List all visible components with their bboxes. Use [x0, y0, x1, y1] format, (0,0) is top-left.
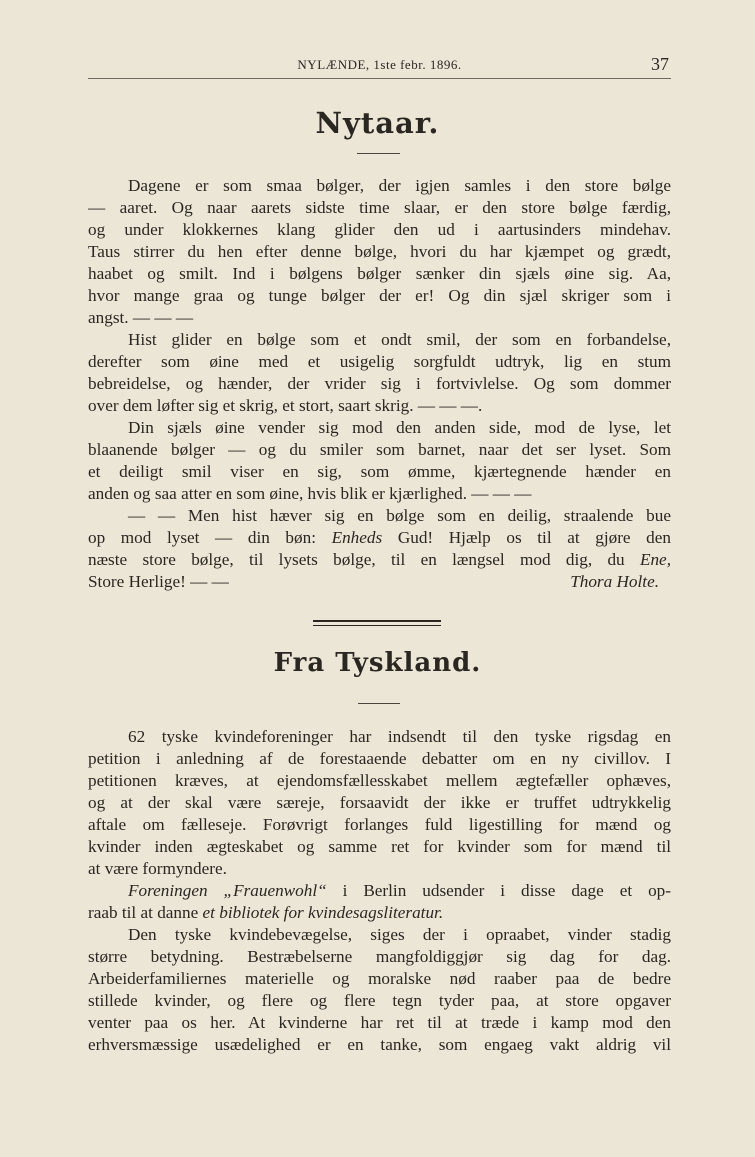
title-divider — [358, 703, 400, 704]
text-span: raab til at danne — [88, 903, 203, 922]
emphasis-enheds: Enheds — [331, 528, 383, 547]
text-line: Din sjæls øine vender sig mod den anden side, mod de lyse, let — [128, 418, 671, 437]
text-line: et deiligt smil viser en sig, som ømme, kjærtegnende hænder en — [88, 462, 671, 481]
text-line: derefter som øine med et usigelig sorgfuldt udtryk, lig en stum — [88, 352, 671, 371]
text-span: op mod lyset — din bøn: — [88, 528, 332, 547]
emphasis-bibliotek: et bibliotek for kvindesagsliteratur. — [202, 903, 444, 922]
text-line: haabet og smilt. Ind i bølgens bølger sænker din sjæls øine sig. Aa, — [88, 264, 671, 283]
text-line: at være formyndere. — [88, 859, 227, 878]
text-line: — aaret. Og naar aarets sidste time slaar, er den store bølge færdig, — [88, 198, 671, 217]
page-header — [88, 52, 671, 79]
text-line: Dagene er som smaa bølger, der igjen samles i den store bølge — [128, 176, 671, 195]
text-line — [88, 880, 671, 902]
article-title-fra-tyskland: Fra Tyskland. — [273, 648, 482, 678]
article-body-nytaar — [88, 175, 671, 593]
article-title-nytaar: Nytaar. — [315, 106, 440, 140]
text-line: petitionen kræves, at ejendomsfællesskabet mellem ægtefæller ophæves, — [88, 771, 671, 790]
title-divider — [357, 153, 400, 154]
text-line: Taus stirrer du hen efter denne bølge, hvori du har kjæmpet og grædt, — [88, 242, 671, 261]
text-line: stillede kvinder, og flere og flere tegn tyder paa, at store opgaver — [88, 991, 671, 1010]
author-signature: Thora Holte. — [570, 572, 659, 591]
emphasis-foreningen: Foreningen „Frauenwohl“ — [128, 881, 327, 900]
text-line: kvinder inden ægteskabet og samme ret for kvinder som for mænd til — [88, 837, 671, 856]
text-line: Den tyske kvindebevægelse, siges der i opraabet, vinder stadig — [128, 925, 671, 944]
text-line: over dem løfter sig et skrig, et stort, saart skrig. — — —. — [88, 396, 483, 415]
text-line: 62 tyske kvindeforeninger har indsendt til den tyske rigsdag en — [128, 727, 671, 746]
running-head: NYLÆNDE, 1ste febr. 1896. — [297, 57, 462, 72]
emphasis-ene: Ene, — [639, 550, 671, 569]
text-span: i Berlin udsender i disse dage et op- — [326, 881, 671, 900]
text-span: næste store bølge, til lysets bølge, til en længsel mod dig, du — [88, 550, 640, 569]
text-line: petition i anledning af de forestaaende debatter om en ny civillov. I — [88, 749, 671, 768]
text-line: aftale om fælleseje. Forøvrigt forlanges fuld ligestilling for mænd og — [88, 815, 671, 834]
text-line — [88, 549, 671, 571]
text-line: anden og saa atter en som øine, hvis blik er kjærlighed. — — — — [88, 484, 532, 503]
text-line: og at der skal være særeje, forsaavidt der ikke er truffet udtrykkelig — [88, 793, 671, 812]
page-number: 37 — [651, 54, 669, 74]
text-span: Store Herlige! — — — [88, 572, 229, 591]
text-line: hvor mange graa og tunge bølger der er! Og din sjæl skriger som i — [88, 286, 671, 305]
text-line: større betydning. Bestræbelserne mangfoldiggjør sig dag for dag. — [88, 947, 671, 966]
text-line: Hist glider en bølge som et ondt smil, der som en forbandelse, — [128, 330, 671, 349]
text-line — [88, 902, 671, 924]
text-line: bebreidelse, og hænder, der vrider sig i fortvivlelse. Og som dommer — [88, 374, 671, 393]
section-divider — [313, 620, 441, 626]
text-line: erhversmæssige usædelighed er en tanke, som engaeg vakt aldrig vil — [88, 1035, 671, 1054]
text-line: venter paa os her. At kvinderne har ret til at træde i kamp mod den — [88, 1013, 671, 1032]
text-line — [88, 571, 671, 593]
text-line: og under klokkernes klang glider den ud i aartusinders mindehav. — [88, 220, 671, 239]
text-line — [88, 527, 671, 549]
article-body-fra-tyskland — [88, 726, 671, 1056]
text-line: Arbeiderfamiliernes materielle og moralske nød raaber paa de bedre — [88, 969, 671, 988]
text-line: angst. — — — — [88, 308, 194, 327]
text-line: blaanende bølger — og du smiler som barnet, naar det ser lyset. Som — [88, 440, 671, 459]
text-span: Gud! Hjælp os til at gjøre den — [382, 528, 671, 547]
text-line: — — Men hist hæver sig en bølge som en deilig, straalende bue — [128, 506, 671, 525]
